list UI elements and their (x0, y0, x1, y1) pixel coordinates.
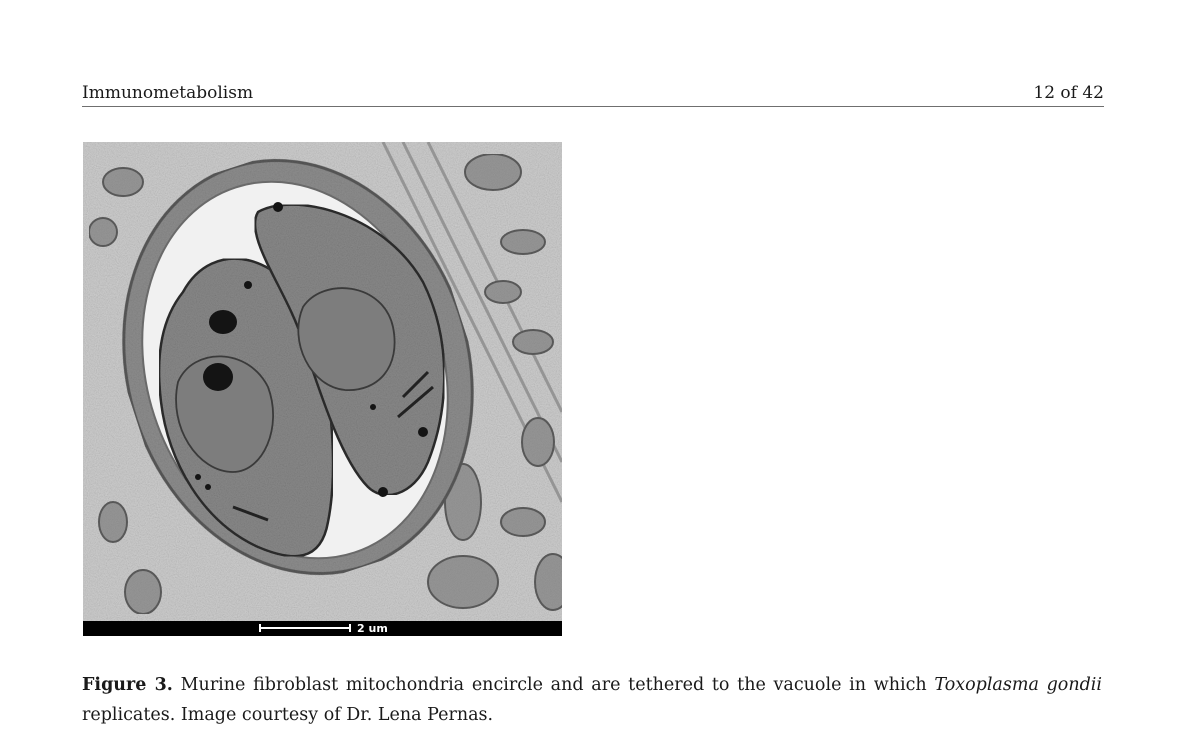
caption-species-name: Toxoplasma gondii (934, 674, 1102, 695)
electron-micrograph (83, 142, 562, 621)
scale-bar (83, 621, 562, 636)
running-header (82, 80, 1104, 107)
page-number: 12 of 42 (1033, 83, 1104, 103)
scale-bar-label: 2 um (357, 622, 388, 635)
caption-text-1: Murine fibroblast mitochondria encircle and are tethered to the vacuole in which (172, 674, 935, 695)
caption-text-2: replicates. Image courtesy of Dr. Lena Pernas. (82, 704, 494, 725)
scale-bar-line (259, 627, 351, 629)
figure-caption (82, 670, 1102, 730)
figure-3 (83, 142, 562, 637)
figure-label: Figure 3. (82, 674, 173, 695)
running-title: Immunometabolism (82, 83, 254, 103)
